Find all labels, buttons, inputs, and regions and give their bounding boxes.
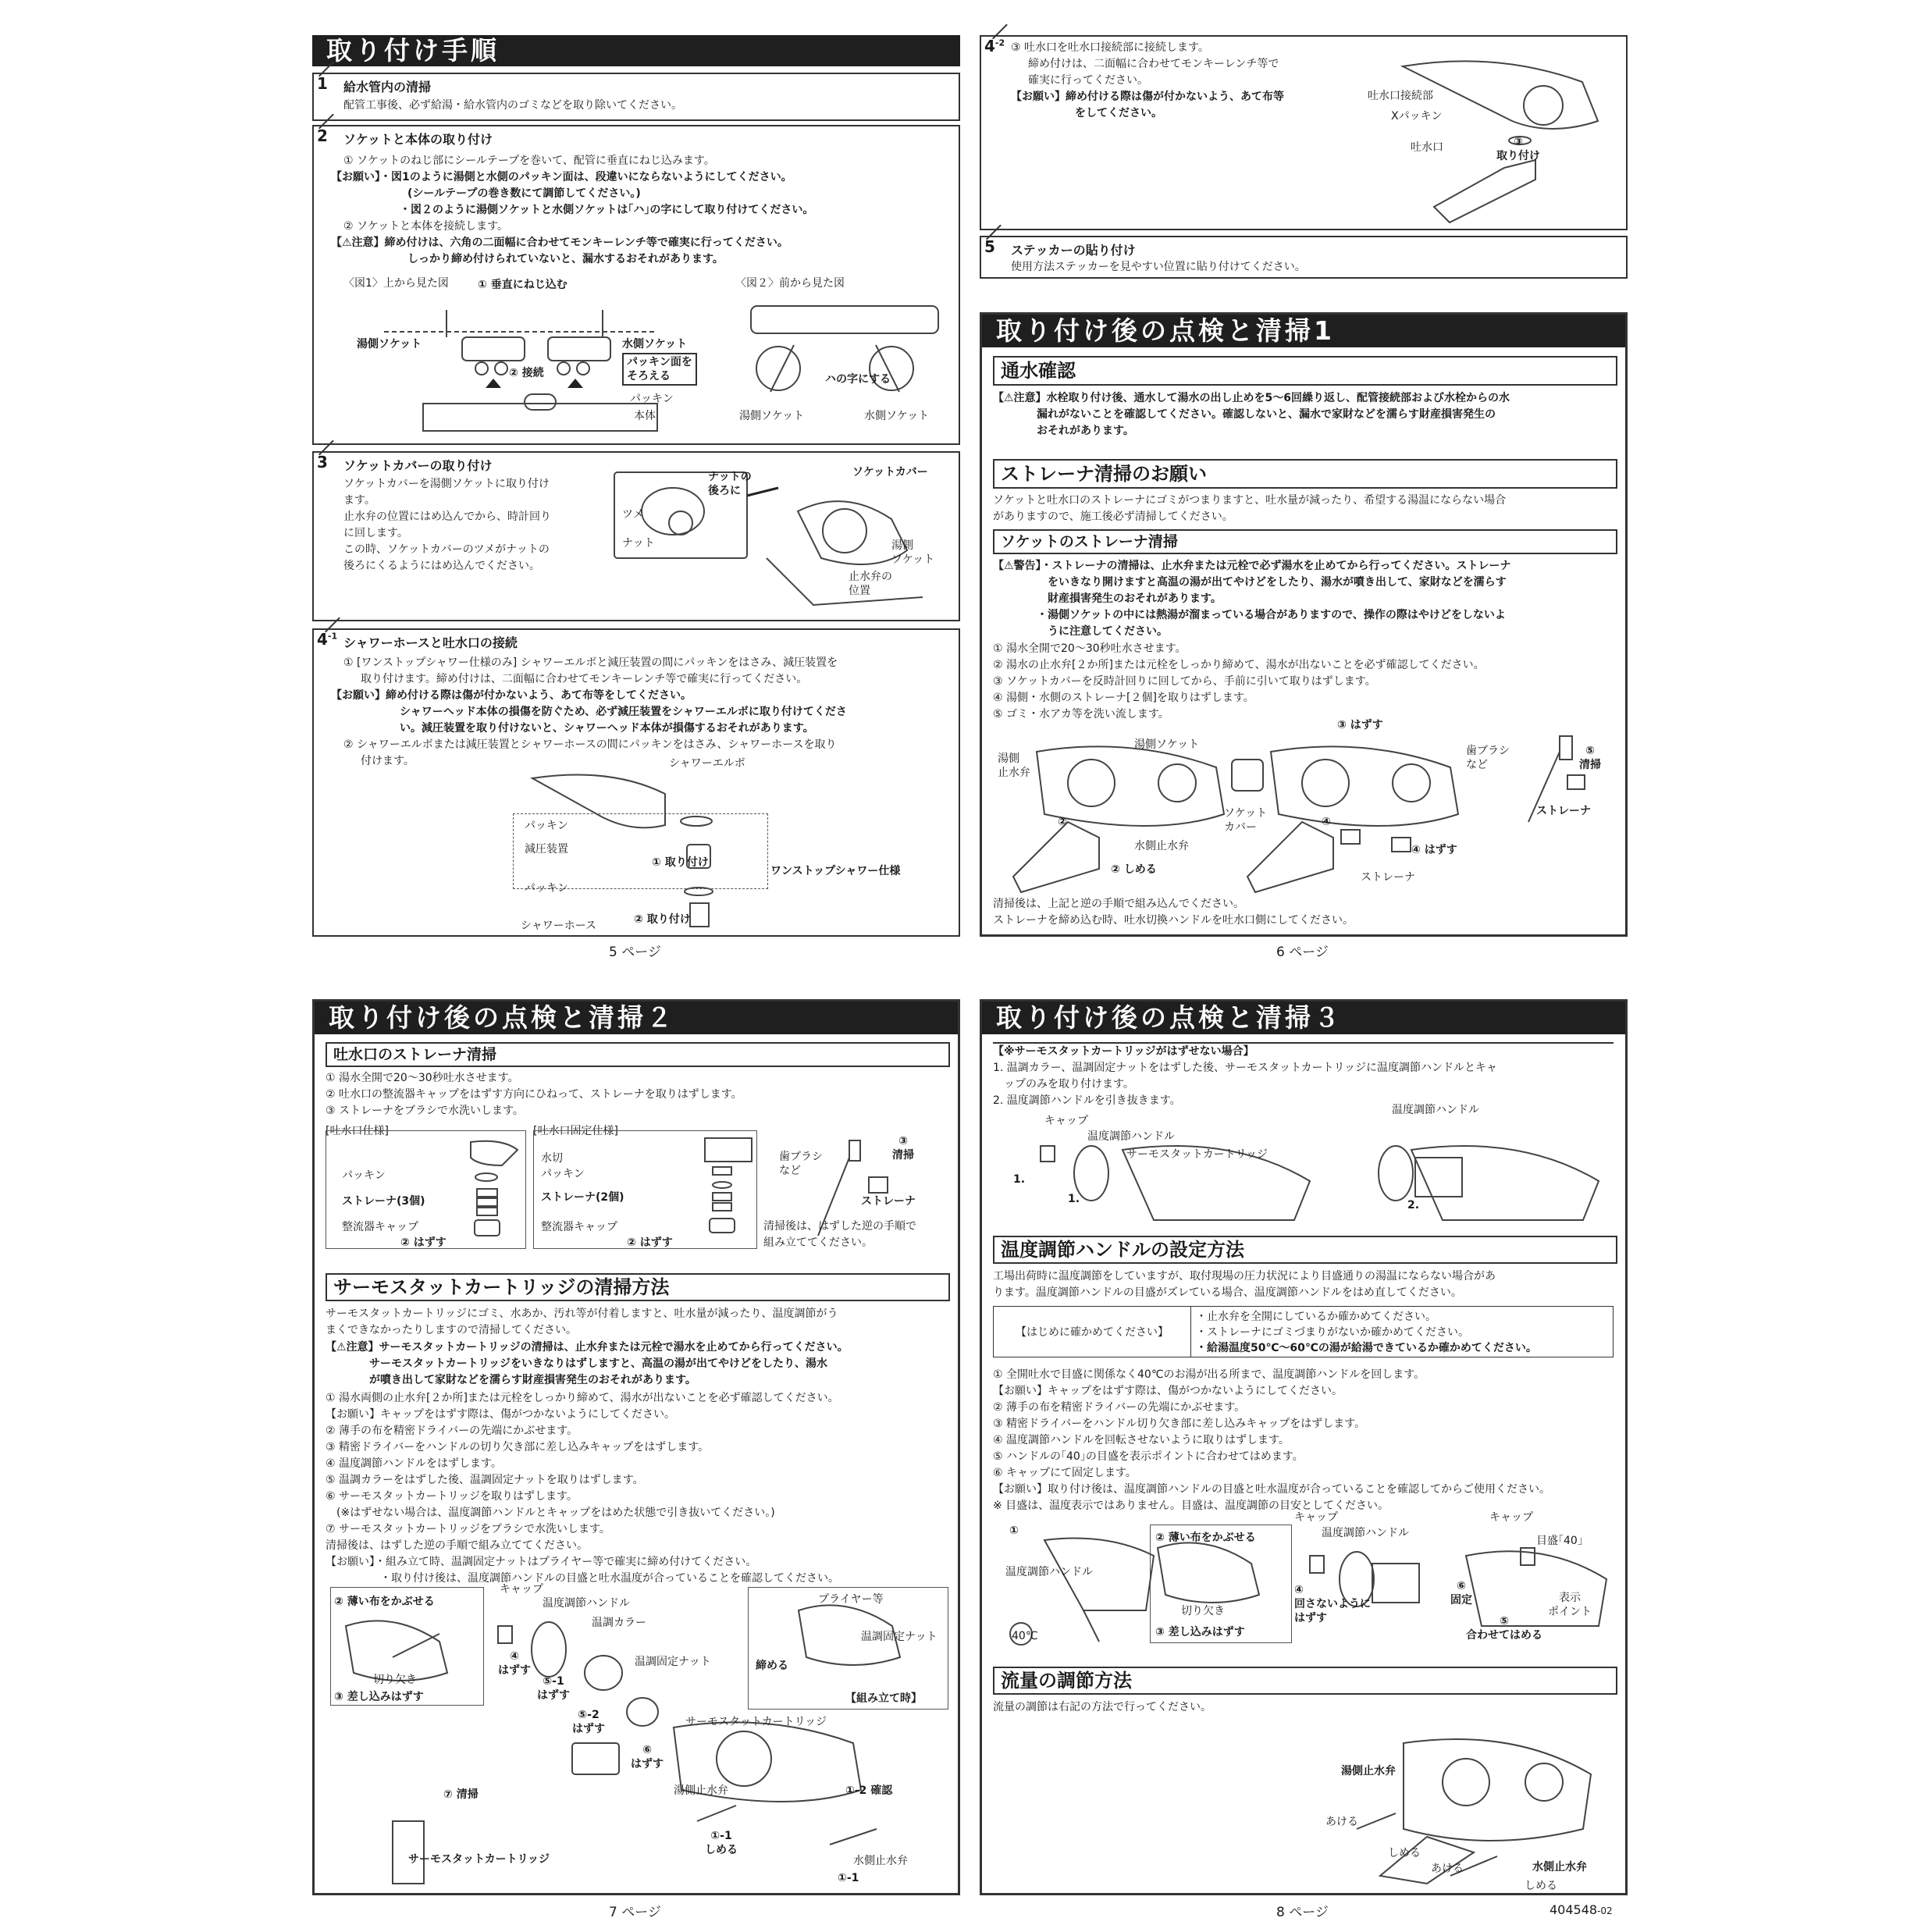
check-list <box>1191 1307 1614 1357</box>
hot-valve-label: 湯側止水弁 <box>674 1784 728 1797</box>
open-label-2: あける <box>1431 1863 1464 1875</box>
socket-strainer-illustration <box>998 728 1614 900</box>
cap-label: キャップ <box>1294 1511 1338 1524</box>
thermo-intro: サーモスタットカートリッジにゴミ、水あか、汚れ等が付着しますと、吐水量が減ったり、温度調節がう まくできなかったりしますので清掃してください。 <box>326 1308 838 1336</box>
strainer-request-heading: ストレーナ清掃のお願い <box>993 459 1617 489</box>
fig1-align-note: パッキン面を そろえる <box>622 353 697 386</box>
a-packing: パッキン <box>342 1169 386 1182</box>
close-1-1: ①-1 しめる <box>705 1830 738 1856</box>
doc-code-main: 404548 <box>1550 1902 1598 1917</box>
handle-label: 温度調節ハンドル <box>543 1597 630 1610</box>
step5-align: ⑤ 合わせてはめる <box>1466 1615 1542 1642</box>
check-item: ・ストレーナにゴミづまりがないか確かめてください。 <box>1196 1326 1469 1339</box>
b-packing: パッキン <box>541 1168 585 1180</box>
step2-marker: ② <box>1058 816 1067 828</box>
step-request: 【お願い】締め付ける際は傷が付かないよう、あて布等 <box>1011 91 1284 103</box>
check-label: 【はじめに確かめてください】 <box>994 1307 1191 1357</box>
spout-type-b: [吐水口固定仕様] <box>533 1125 618 1137</box>
socket-cover-label: ソケットカバー <box>852 466 928 479</box>
strainer-request-body: ソケットと吐水口のストレーナにゴミがつまりますと、吐水量が減ったり、希望する湯温にならない場合 がありますので、施工後必ず清掃してください。 <box>993 494 1507 523</box>
fig2-front-illustration <box>735 294 954 411</box>
socket-strainer-warning: 【⚠警告】・ストレーナの清掃は、止水弁または元栓で必ず湯水を止めてから行ってください。ストレーナ をいきなり開けますと高温の湯が出てやけどをしたり、湯水が噴き出して、家財などを濡らす 財産損害発生のおそれがあります。 ・湯側ソケットの中には熱湯が溜まっている場合がありますので、操作の際はやけどをしないよ うに注意してください。 <box>993 560 1511 638</box>
notch-label: 切り欠き <box>1181 1605 1225 1617</box>
socket-strainer-steps: ① 湯水全開で20～30秒吐水させます。 ② 湯水の止水弁[２か所]または元栓をしっかり締めて、湯水が出ないことを必ず確認してください。 ③ ソケットカバーを反時計回りに回してから、手前に引いて取りはずします。 ④ 湯側・水側のストレーナ[２個]を取りはずします。 ⑤ ゴミ・水アカ等を洗い流します。 <box>993 642 1485 720</box>
step-line: 締め付けは、二面幅に合わせてモンキーレンチ等で <box>1028 58 1279 70</box>
clean-5-label: ⑤ 清掃 <box>1579 745 1601 771</box>
step-heading: ソケットカバーの取り付け <box>343 458 493 473</box>
page8-number: 8 ページ <box>1276 1905 1329 1920</box>
page8-title-bar: 取り付け後の点検と清掃３ <box>982 1002 1625 1034</box>
step-request-line: シャワーヘッド本体の損傷を防ぐため、必ず減圧装置をシャワーエルボに取り付けてくださ <box>400 706 847 718</box>
step-body: ソケットカバーを湯側ソケットに取り付け ます。 止水弁の位置にはめ込んでから、時計回り に回します。 この時、ソケットカバーのツメがナットの 後ろにくるようにはめ込んでください。 <box>343 478 551 572</box>
plier-label: プライヤー等 <box>818 1593 884 1606</box>
step-number: 3 <box>317 453 328 471</box>
open-label-1: あける <box>1325 1816 1358 1828</box>
step5-box <box>980 236 1628 279</box>
nut-label: ナット <box>622 537 655 550</box>
step-request-line: (シールテープの巻き数にて調節してください。) <box>407 187 641 200</box>
nut-back-label: ナットの 後ろに <box>708 471 752 497</box>
check-table <box>993 1306 1614 1357</box>
step-number-sub: -2 <box>994 37 1005 48</box>
spout-strainer-after: 清掃後は、はずした逆の手順で 組み立ててください。 <box>763 1220 916 1249</box>
check-item: ・給湯温度50℃～60℃の湯が給湯できているか確かめてください。 <box>1196 1342 1537 1354</box>
cap-label: キャップ <box>500 1583 543 1596</box>
collar-label: 温調カラー <box>592 1617 646 1629</box>
display-point: 表示 ポイント <box>1548 1592 1592 1618</box>
step-line: 取り付けます。締め付けは、二面幅に合わせてモンキーレンチ等で確実に行ってください。 <box>361 673 808 685</box>
spout-connector-label: 吐水口接続部 <box>1368 90 1433 102</box>
x-packing-label: Xパッキン <box>1391 110 1443 123</box>
step-number: 5 <box>984 237 995 256</box>
tighten-label: 締める <box>756 1660 788 1672</box>
temp-setting-heading: 温度調節ハンドルの設定方法 <box>993 1236 1617 1264</box>
step-1b: 1. <box>1068 1193 1080 1205</box>
socket-strainer-heading: ソケットのストレーナ清掃 <box>993 529 1617 554</box>
step-body: 配管工事後、必ず給湯・給水管内のゴミなどを取り除いてください。 <box>343 99 682 112</box>
doc-code-rev: -02 <box>1597 1905 1613 1916</box>
page6-title-bar: 取り付け後の点検と清掃1 <box>982 315 1625 347</box>
step-number: 2 <box>317 126 328 145</box>
fig1-cold-socket: 水側ソケット <box>622 338 688 350</box>
attach-label-2: ② 取り付け <box>634 913 691 926</box>
hot-socket-label: 湯側 ソケット <box>891 539 935 566</box>
fig2-cold-socket: 水側ソケット <box>864 410 930 422</box>
assembly-label: 【組み立て時】 <box>845 1692 922 1705</box>
cold-valve-label: 水側止水弁 <box>1134 840 1189 852</box>
fig2-hot-socket: 湯側ソケット <box>739 410 805 422</box>
hose-label: シャワーホース <box>521 920 597 932</box>
step6-fix: ⑥ 固定 <box>1450 1580 1472 1606</box>
fig1-body: 本体 <box>634 410 656 422</box>
step-request: 【お願い】締め付ける際は傷が付かないよう、あて布等をしてください。 <box>331 689 692 702</box>
step1-marker: ① <box>1009 1525 1019 1537</box>
confirm-1-2: ①-2 確認 <box>845 1784 893 1797</box>
scale-40-label: 目盛｢40｣ <box>1536 1535 1583 1547</box>
step-request: 【お願い】・図1のように湯側と水側のパッキン面は、段違いにならないようにしてください。 <box>331 171 792 183</box>
hot-valve-label: 湯側止水弁 <box>1341 1765 1396 1777</box>
handle-label-2: 温度調節ハンドル <box>1392 1104 1479 1116</box>
step-line: 付けます。 <box>361 755 415 767</box>
step-caution-line: しっかり締め付けられていないと、漏水するおそれがあります。 <box>407 253 724 265</box>
step4-remove: ④ 回さないように はずす <box>1294 1584 1371 1624</box>
step-number-sub: -1 <box>327 631 338 642</box>
step-line: ② ソケットと本体を接続します。 <box>343 220 509 233</box>
check-item: ・止水弁を全開にしているか確かめてください。 <box>1196 1311 1436 1323</box>
fig1-hot-socket: 湯側ソケット <box>357 338 422 350</box>
cant-remove-steps: 1. 温調カラー、温調固定ナットをはずした後、サーモスタットカートリッジに温度調節ハンドルとキャ ップのみを取り付けます。 2. 温度調節ハンドルを引き抜きます。 <box>993 1062 1497 1107</box>
thermo-heading: サーモスタットカートリッジの清掃方法 <box>326 1273 950 1301</box>
b-cap: 整流器キャップ <box>541 1221 617 1233</box>
close-label-1: しめる <box>1388 1847 1421 1859</box>
step6-remove: ⑥ はずす <box>631 1744 664 1770</box>
step-line: 確実に行ってください。 <box>1028 74 1148 87</box>
thermo-illustration <box>330 1587 947 1895</box>
step-heading: シャワーホースと吐水口の接続 <box>343 635 518 650</box>
step-request-line: ・図２のように湯側ソケットと水側ソケットは｢ハ｣の字にして取り付けてください。 <box>400 204 814 216</box>
fig1-connect: ② 接続 <box>509 367 544 379</box>
spout-strainer-heading: 吐水口のストレーナ清掃 <box>326 1042 950 1067</box>
nut-label-2: 温調固定ナット <box>861 1631 938 1643</box>
flow-body: 流量の調節は右記の方法で行ってください。 <box>993 1701 1212 1713</box>
a-cap: 整流器キャップ <box>342 1221 418 1233</box>
doc-code <box>1550 1902 1613 1917</box>
attach-label-1: ① 取り付け <box>652 856 709 869</box>
remove-4-label: ④ はずす <box>1411 844 1457 856</box>
step-heading: ソケットと本体の取り付け <box>343 132 493 147</box>
insert-label: ③ 差し込みはずす <box>334 1691 424 1703</box>
cloth-label: ② 薄い布をかぶせる <box>1155 1532 1256 1544</box>
fig2-caption: 〈図２〉前から見た図 <box>735 277 845 290</box>
page5-title-bar: 取り付け手順 <box>312 35 960 66</box>
step4-remove: ④ はずす <box>498 1650 531 1677</box>
step-line: ③ 吐水口を吐水口接続部に接続します。 <box>1011 41 1209 54</box>
fig1-vertical-label: ① 垂直にねじ込む <box>478 279 568 291</box>
thermo-caution: 【⚠注意】サーモスタットカートリッジの清掃は、止水弁または元栓で湯水を止めてから行ってください。 サーモスタットカートリッジをいきなりはずしますと、高温の湯が出てやけどをしたり、湯水 が噴き出して家財などを濡らす財産損害発生のおそれがあります。 <box>326 1341 849 1386</box>
step-body: 使用方法ステッカーを見やすい位置に貼り付けてください。 <box>1011 261 1306 273</box>
cold-valve-label: 水側止水弁 <box>853 1855 908 1867</box>
page7-frame <box>312 999 960 1895</box>
socket-cover-label: ソケット カバー <box>1224 807 1268 834</box>
hot-socket-label: 湯側ソケット <box>1134 738 1200 751</box>
temp-setting-steps: ① 全開吐水で目盛に関係なく40℃のお湯が出る所まで、温度調節ハンドルを回します。 【お願い】キャップをはずす際は、傷がつかないようにしてください。 ② 薄手の布を精密ドライバーの先端にかぶせます。 ③ 精密ドライバーをハンドル切り欠き部に差し込みキャップをはずします。 ④ 温度調節ハンドルを回転させないように取りはずします。 ⑤ ハンドルの｢40｣の目盛を表示ポイントに合わせてはめます。 ⑥ キャップにて固定します。 【お願い】取り付け後は、温度調節ハンドルの目盛と吐水温度が合っていることを確認してからご使用ください。 ※ 目盛は、温度表示ではありません。目盛は、温度調節の目安としてください。 <box>993 1368 1550 1512</box>
handle-label-2: 温度調節ハンドル <box>1322 1527 1409 1539</box>
clean-3-label: ③ 清掃 <box>892 1135 914 1162</box>
step4-1-box <box>312 628 960 937</box>
step4-marker: ④ <box>1322 816 1331 828</box>
page5-number: 5 ページ <box>609 945 661 960</box>
strainer-label-2: ストレーナ <box>1536 805 1591 817</box>
page7-number: 7 ページ <box>609 1905 661 1920</box>
cloth-label: ② 薄い布をかぶせる <box>334 1596 435 1608</box>
step-line: ② シャワーエルボまたは減圧装置とシャワーホースの間にパッキンをはさみ、シャワーホースを取り <box>343 738 837 751</box>
close-2-label: ② しめる <box>1111 863 1157 876</box>
cap-label-2: キャップ <box>1489 1511 1533 1524</box>
water-check-heading: 通水確認 <box>993 356 1617 386</box>
step1-box <box>312 73 960 121</box>
water-check-body: 【⚠注意】水栓取り付け後、通水して湯水の出し止めを5～6回繰り返し、配管接続部および水栓からの水 漏れがないことを確認してください。確認しないと、漏水で家財などを濡らす財産損害発生の おそれがあります。 <box>993 392 1510 437</box>
temp-setting-intro: 工場出荷時に温度調節をしていますが、取付現場の圧力状況により目盛通りの湯温にならない場合があ ります。温度調節ハンドルの目盛がズレている場合、温度調節ハンドルをはめ直してください。 <box>993 1270 1496 1299</box>
step-line: ① [ワンストップシャワー仕様のみ] シャワーエルボと減圧装置の間にパッキンをはさみ、減圧装置を <box>343 656 838 669</box>
strainer-label: ストレーナ <box>1361 871 1415 884</box>
shower-elbow-label: シャワーエルボ <box>669 757 745 770</box>
b-strainer: ストレーナ(2個) <box>541 1191 624 1204</box>
notch-label: 切り欠き <box>373 1674 417 1686</box>
remove-3-label: ③ はずす <box>1337 719 1383 731</box>
b-remove: ② はずす <box>627 1236 673 1249</box>
page8-frame <box>980 999 1628 1895</box>
fig1-packing: パッキン <box>630 393 674 405</box>
tsume-label: ツメ <box>622 508 644 521</box>
strainer-label: ストレーナ <box>861 1195 916 1208</box>
a-strainer: ストレーナ(3個) <box>342 1195 425 1208</box>
step4-2-box <box>980 35 1628 230</box>
brush-label: 歯ブラシ など <box>779 1151 823 1177</box>
step5-2-remove: ⑤-2 はずす <box>572 1709 605 1735</box>
step-heading: ステッカーの貼り付け <box>1011 243 1136 258</box>
step-heading: 給水管内の清掃 <box>343 80 432 94</box>
step5-1-remove: ⑤-1 はずす <box>537 1675 570 1702</box>
step-2: 2. <box>1407 1199 1420 1212</box>
fig2-ha-label: ハの字にする <box>825 373 891 386</box>
close-label-2: しめる <box>1525 1880 1557 1892</box>
cartridge-label: サーモスタットカートリッジ <box>685 1716 827 1728</box>
cap-label: キャップ <box>1044 1115 1088 1127</box>
flow-heading: 流量の調節方法 <box>993 1667 1617 1695</box>
step-request-line: い。減圧装置を取り付けないと、シャワーヘッド本体が損傷するおそれがあります。 <box>400 722 814 735</box>
step-caution: 【⚠注意】締め付けは、六角の二面幅に合わせてモンキーレンチ等で確実に行ってください。 <box>331 237 788 249</box>
fig1-caption: 〈図1〉上から見た図 <box>343 277 449 290</box>
valve-position-label: 止水弁の 位置 <box>849 571 892 597</box>
clean-7-label: ⑦ 清掃 <box>443 1788 479 1801</box>
cartridge-label-2: サーモスタットカートリッジ <box>408 1853 550 1866</box>
packing-label-1: パッキン <box>525 820 568 832</box>
hot-valve-label: 湯側 止水弁 <box>998 753 1030 779</box>
step2-box <box>312 125 960 445</box>
handle-label: 温度調節ハンドル <box>1005 1566 1093 1578</box>
insert-label: ③ 差し込みはずす <box>1155 1626 1245 1638</box>
spout-label: 吐水口 <box>1411 141 1443 154</box>
a-remove: ② はずす <box>400 1236 447 1249</box>
cartridge-label: サーモスタットカートリッジ <box>1126 1148 1268 1161</box>
step-number-main: 4 <box>317 630 328 649</box>
attach-label: ③ 取り付け <box>1496 136 1540 162</box>
temp-40c: 40℃ <box>1012 1630 1038 1642</box>
brush-label: 歯ブラシ など <box>1466 745 1510 771</box>
thermo-steps: ① 湯水両側の止水弁[２か所]または元栓をしっかり締めて、湯水が出ないことを必ず確認してください。 【お願い】キャップをはずす際は、傷がつかないようにしてください。 ② 薄手の布を精密ドライバーの先端にかぶせます。 ③ 精密ドライバーをハンドルの切り欠き部に差し込みキャップをはずします。 ④ 温度調節ハンドルをはずします。 ⑤ 温調カラーをはずした後、温調固定ナットを取りはずします。 ⑥ サーモスタットカートリッジを取りはずします。 (※はずせない場合は、温度調節ハンドルとキャップをはめた状態で引き抜いてください。) ⑦ サーモスタットカートリッジをブラシで水洗いします。 清掃後は、はずした逆の手順で組み立ててください。 【お願い】・組み立て時、温調固定ナットはプライヤー等で確実に締め付けてください。 ・取り付け後は、温度調節ハンドルの目盛と吐水温度が合っていることを確認してください。 <box>326 1392 839 1585</box>
step-1a: 1. <box>1013 1173 1026 1186</box>
step-number-main: 4 <box>984 37 995 55</box>
nut-label: 温調固定ナット <box>635 1656 711 1668</box>
reducer-label: 減圧装置 <box>525 843 568 856</box>
step3-box <box>312 451 960 621</box>
socket-strainer-after: 清掃後は、上記と逆の手順で組み込んでください。 ストレーナを締め込む時、吐水切換ハンドルを吐水口側にしてください。 <box>993 898 1354 927</box>
cant-remove-heading: 【※サーモスタットカートリッジがはずせない場合】 <box>993 1042 1614 1060</box>
onestop-label: ワンストップシャワー仕様 <box>770 865 901 877</box>
packing-label-2: パッキン <box>525 882 568 895</box>
close-1-1-b: ①-1 <box>838 1872 859 1884</box>
page6-inspection-frame <box>980 312 1628 937</box>
step-request-line: をしてください。 <box>1075 107 1162 119</box>
cold-valve-label: 水側止水弁 <box>1532 1861 1587 1873</box>
page6-number: 6 ページ <box>1276 945 1329 960</box>
step-number: 1 <box>317 74 328 93</box>
spout-type-a: [吐水口仕様] <box>326 1125 389 1137</box>
step-line: ① ソケットのねじ部にシールテープを巻いて、配管に垂直にねじ込みます。 <box>343 155 715 167</box>
b-mizukiri: 水切 <box>541 1152 563 1165</box>
spout-strainer-steps: ① 湯水全開で20～30秒吐水させます。 ② 吐水口の整流器キャップをはずす方向にひねって、ストレーナを取りはずします。 ③ ストレーナをブラシで水洗いします。 <box>326 1072 742 1117</box>
page7-title-bar: 取り付け後の点検と清掃２ <box>315 1002 958 1034</box>
handle-label: 温度調節ハンドル <box>1087 1130 1175 1143</box>
